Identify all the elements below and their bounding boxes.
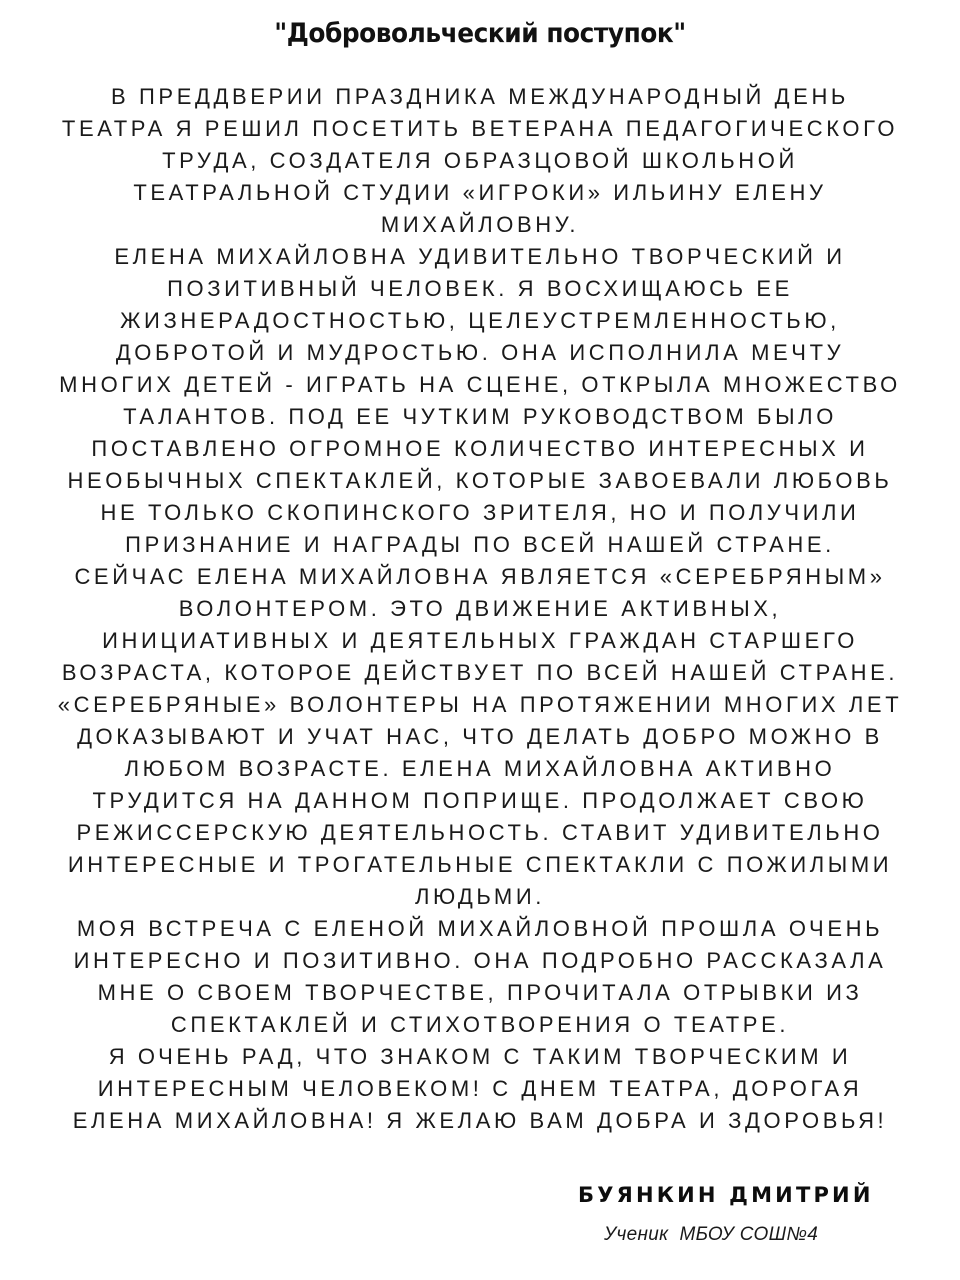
body-line: ДОКАЗЫВАЮТ И УЧАТ НАС, ЧТО ДЕЛАТЬ ДОБРО МОЖНО В (77, 724, 883, 749)
body-line: ПОСТАВЛЕНО ОГРОМНОЕ КОЛИЧЕСТВО ИНТЕРЕСНЫХ И (91, 436, 869, 461)
body-line: СПЕКТАКЛЕЙ И СТИХОТВОРЕНИЯ О ТЕАТРЕ. (170, 1012, 790, 1037)
body-line: ТАЛАНТОВ. ПОД ЕЕ ЧУТКИМ РУКОВОДСТВОМ БЫЛО (123, 404, 837, 429)
document-body (0, 81, 960, 1137)
body-line: МОЯ ВСТРЕЧА С ЕЛЕНОЙ МИХАЙЛОВНОЙ ПРОШЛА ОЧЕНЬ (76, 916, 884, 941)
body-line: ТРУДА, СОЗДАТЕЛЯ ОБРАЗЦОВОЙ ШКОЛЬНОЙ (162, 148, 798, 173)
author-school: Ученик МБОУ СОШ№4 (604, 1224, 819, 1245)
body-line: Я ОЧЕНЬ РАД, ЧТО ЗНАКОМ С ТАКИМ ТВОРЧЕСКИМ И (108, 1044, 852, 1069)
body-line: «СЕРЕБРЯНЫЕ» ВОЛОНТЕРЫ НА ПРОТЯЖЕНИИ МНОГИХ ЛЕТ (57, 692, 903, 717)
body-line: ТРУДИТСЯ НА ДАННОМ ПОПРИЩЕ. ПРОДОЛЖАЕТ СВОЮ (92, 788, 868, 813)
body-line: МИХАЙЛОВНУ. (380, 212, 580, 237)
body-line: НЕОБЫЧНЫХ СПЕКТАКЛЕЙ, КОТОРЫЕ ЗАВОЕВАЛИ ЛЮБОВЬ (67, 468, 893, 493)
body-line: ЕЛЕНА МИХАЙЛОВНА! Я ЖЕЛАЮ ВАМ ДОБРА И ЗДОРОВЬЯ! (72, 1108, 888, 1133)
body-line: ИНТЕРЕСНЫМ ЧЕЛОВЕКОМ! С ДНЕМ ТЕАТРА, ДОРОГАЯ (97, 1076, 863, 1101)
body-line: ЕЛЕНА МИХАЙЛОВНА УДИВИТЕЛЬНО ТВОРЧЕСКИЙ И (114, 244, 846, 269)
body-line: ПРИЗНАНИЕ И НАГРАДЫ ПО ВСЕЙ НАШЕЙ СТРАНЕ. (125, 532, 835, 557)
body-line: РЕЖИССЕРСКУЮ ДЕЯТЕЛЬНОСТЬ. СТАВИТ УДИВИТЕЛЬНО (76, 820, 884, 845)
body-line: ПОЗИТИВНЫЙ ЧЕЛОВЕК. Я ВОСХИЩАЮСЬ ЕЕ (167, 276, 793, 301)
body-line: ВОЛОНТЕРОМ. ЭТО ДВИЖЕНИЕ АКТИВНЫХ, (178, 596, 782, 621)
body-line: ЛЮДЬМИ. (414, 884, 545, 909)
body-line: ТЕАТРА Я РЕШИЛ ПОСЕТИТЬ ВЕТЕРАНА ПЕДАГОГИЧЕСКОГО (61, 116, 899, 141)
document-title: "Добровольческий поступок" (274, 18, 686, 49)
body-line: В ПРЕДДВЕРИИ ПРАЗДНИКА МЕЖДУНАРОДНЫЙ ДЕНЬ (111, 84, 849, 109)
body-line: НЕ ТОЛЬКО СКОПИНСКОГО ЗРИТЕЛЯ, НО И ПОЛУЧИЛИ (100, 500, 860, 525)
body-line: МНОГИХ ДЕТЕЙ - ИГРАТЬ НА СЦЕНЕ, ОТКРЫЛА МНОЖЕСТВО (59, 372, 901, 397)
body-line: МНЕ О СВОЕМ ТВОРЧЕСТВЕ, ПРОЧИТАЛА ОТРЫВКИ ИЗ (97, 980, 863, 1005)
body-line: ИНТЕРЕСНЫЕ И ТРОГАТЕЛЬНЫЕ СПЕКТАКЛИ С ПОЖИЛЫМИ (67, 852, 893, 877)
body-line: ДОБРОТОЙ И МУДРОСТЬЮ. ОНА ИСПОЛНИЛА МЕЧТУ (115, 340, 845, 365)
body-line: СЕЙЧАС ЕЛЕНА МИХАЙЛОВНА ЯВЛЯЕТСЯ «СЕРЕБРЯНЫМ» (74, 564, 886, 589)
body-line: ЛЮБОМ ВОЗРАСТЕ. ЕЛЕНА МИХАЙЛОВНА АКТИВНО (124, 756, 836, 781)
body-line: ИНТЕРЕСНО И ПОЗИТИВНО. ОНА ПОДРОБНО РАССКАЗАЛА (73, 948, 887, 973)
body-line: ВОЗРАСТА, КОТОРОЕ ДЕЙСТВУЕТ ПО ВСЕЙ НАШЕЙ СТРАНЕ. (61, 660, 899, 685)
body-line: ЖИЗНЕРАДОСТНОСТЬЮ, ЦЕЛЕУСТРЕМЛЕННОСТЬЮ, (120, 308, 840, 333)
author-name: БУЯНКИН ДМИТРИЙ (578, 1183, 874, 1207)
body-line: ИНИЦИАТИВНЫХ И ДЕЯТЕЛЬНЫХ ГРАЖДАН СТАРШЕГО (102, 628, 858, 653)
body-line: ТЕАТРАЛЬНОЙ СТУДИИ «ИГРОКИ» ИЛЬИНУ ЕЛЕНУ (133, 180, 827, 205)
